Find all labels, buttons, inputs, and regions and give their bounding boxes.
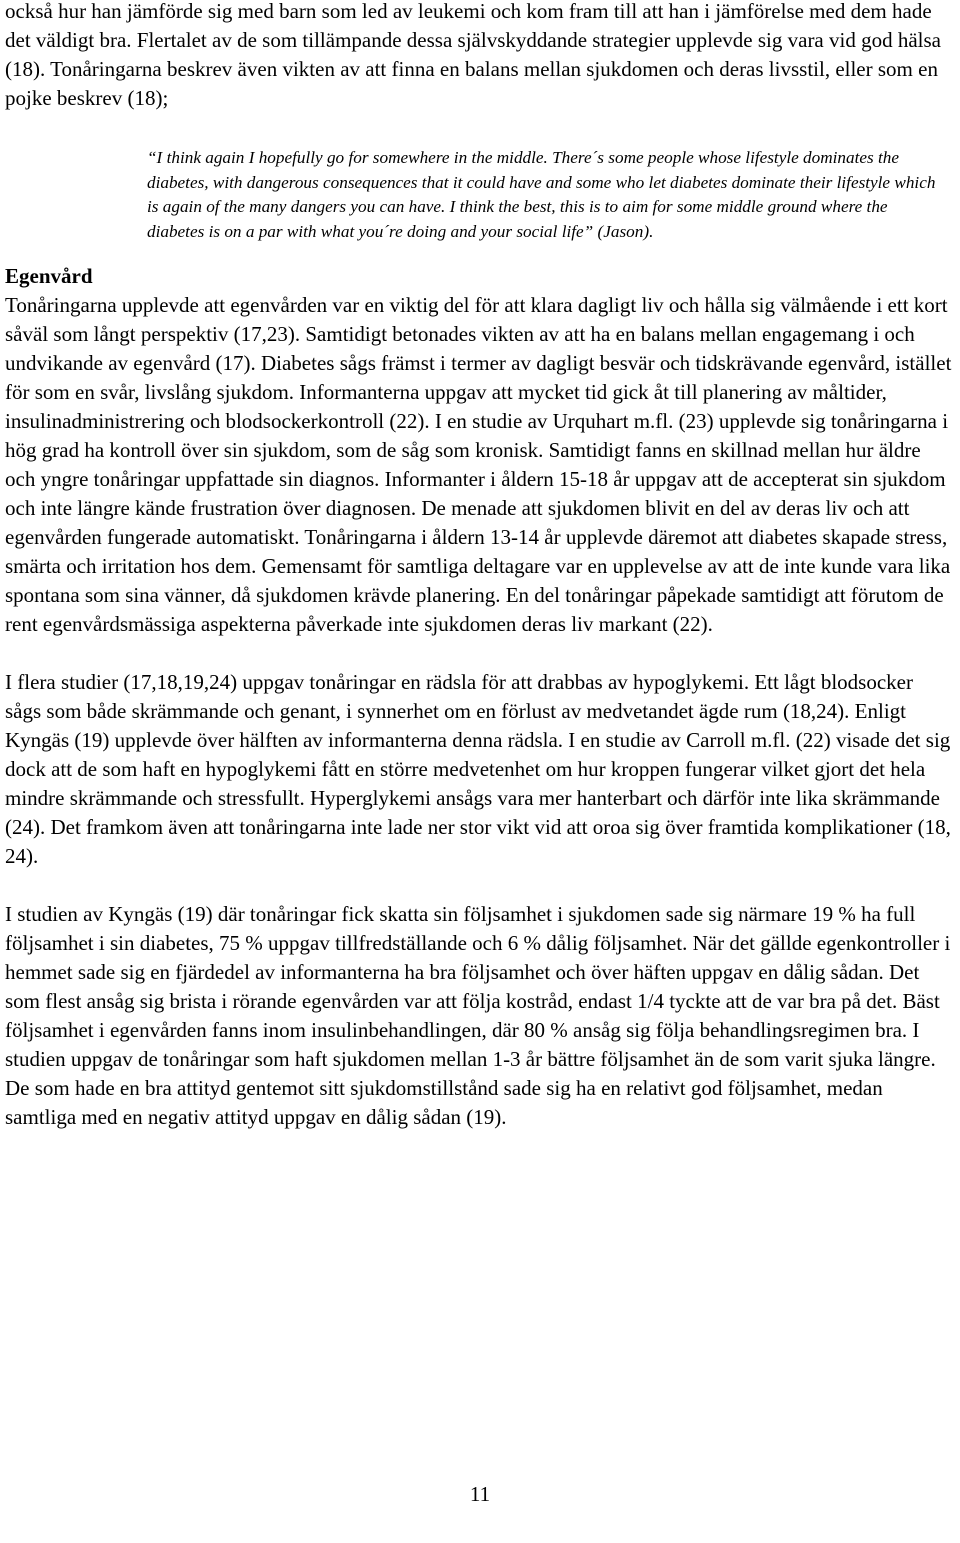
body-paragraph-1: Tonåringarna upplevde att egenvården var en viktig del för att klara dagligt liv och hålla sig välmående i ett kort såväl som långt perspektiv (17,23). Samtidigt betonades vikten av att ha en balans mellan engagemang i och undvikande av egenvård (17). Diabetes sågs främst i termer av dagligt besvär och tidskrävande egenvård, istället för som en svår, livslång sjukdom. Informanterna uppgav att mycket tid gick åt till planering av måltider, insulinadministrering och blodsockerkontroll (22). I en studie av Urquhart m.fl. (23) upplevde sig tonåringarna i hög grad ha kontroll över sin sjukdom, som de såg som kronisk. Samtidigt fanns en skillnad mellan hur äldre och yngre tonåringar uppfattade sin diagnos. Informanter i åldern 15-18 år uppgav att de accepterat sin sjukdom och inte längre kände frustration över diagnosen. De menade att sjukdomen blivit en del av deras liv och att egenvården fungerade automatiskt. Tonåringarna i åldern 13-14 år upplevde däremot att diabetes skapade stress, smärta och irritation hos dem. Gemensamt för samtliga deltagare var en upplevelse av att de inte kunde vara lika spontana som sina vänner, då sjukdomen krävde planering. En del tonåringar påpekade samtidigt att förutom de rent egenvårdsmässiga aspekterna påverkade inte sjukdomen deras liv markant (22).: [5, 293, 952, 636]
page-number: 11: [469, 1482, 491, 1506]
section-heading: Egenvård: [5, 264, 93, 288]
document-page: [5, 0, 953, 1132]
intro-paragraph: också hur han jämförde sig med barn som led av leukemi och kom fram till att han i jämförelse med dem hade det väldigt bra. Flertalet av de som tillämpande dessa självskyddande strategier upplevde sig vara vid god hälsa (18). Tonåringarna beskrev även vikten av att finna en balans mellan sjukdomen och deras livsstil, eller som en pojke beskrev (18);: [5, 0, 941, 110]
body-paragraph-3: I studien av Kyngäs (19) där tonåringar fick skatta sin följsamhet i sjukdomen sade sig närmare 19 % ha full följsamhet i sin diabetes, 75 % uppgav tillfredställande och 6 % dålig följsamhet. När det gällde egenkontroller i hemmet sade sig en fjärdedel av informanterna ha bra följsamhet och över häften uppgav en dålig sådan. Det som flest ansåg sig brista i rörande egenvården var att följa kostråd, endast 1/4 tyckte att de var bra på det. Bäst följsamhet i egenvården fanns inom insulinbehandlingen, där 80 % ansåg sig följa behandlingsregimen bra. I studien uppgav de tonåringar som haft sjukdomen mellan 1-3 år bättre följsamhet än de som varit sjuka längre. De som hade en bra attityd gentemot sitt sjukdomstillstånd sade sig ha en relativt god följsamhet, medan samtliga med en negativ attityd uppgav en dålig sådan (19).: [5, 902, 951, 1129]
body-paragraph-2: I flera studier (17,18,19,24) uppgav tonåringar en rädsla för att drabbas av hypoglykemi. Ett lågt blodsocker sågs som både skrämmande och genant, i synnerhet om en förlust av medvetandet ägde rum (18,24). Enligt Kyngäs (19) upplevde över hälften av informanterna denna rädsla. I en studie av Carroll m.fl. (22) visade det sig dock att de som haft en hypoglykemi fått en större medvetenhet om hur kroppen fungerar vilket gjort det hela mindre skrämmande och stressfullt. Hyperglykemi ansågs vara mer hanterbart och därför inte lika skrämmande (24). Det framkom även att tonåringarna inte lade ner stor vikt vid att oroa sig över framtida komplikationer (18, 24).: [5, 670, 951, 868]
interview-quote: “I think again I hopefully go for somewhere in the middle. There´s some people whose lifestyle dominates the diabetes, with dangerous consequences that it could have and some who let diabetes dominate their lifestyle which is again of the many dangers you can have. I think the best, this is to aim for some middle ground where the diabetes is on a par with what you´re doing and your social life” (Jason).: [147, 148, 936, 241]
